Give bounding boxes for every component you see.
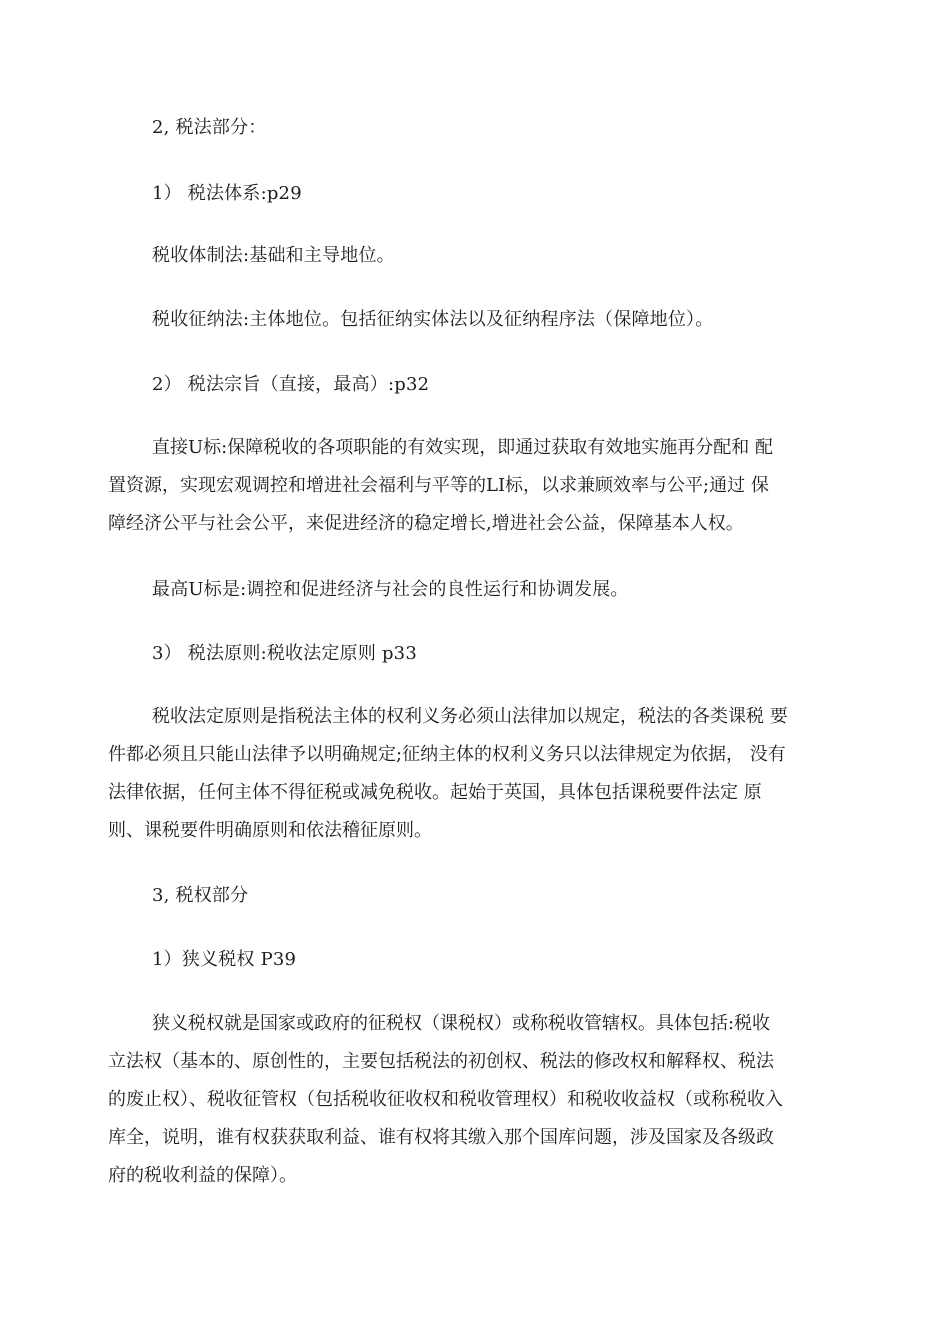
section-2-1-heading: 1） 税法体系:p29: [152, 183, 302, 204]
paragraph-line: 库全，说明，谁有权获获取利益、谁有权将其缴入那个国库问题，涉及国家及各级政: [108, 1127, 774, 1148]
tax-collection-law-line: 税收征纳法:主体地位。包括征纳实体法以及征纳程序法（保障地位）。: [152, 309, 714, 330]
section-2-2-heading: 2） 税法宗旨（直接，最高）:p32: [152, 374, 430, 395]
paragraph-line: 狭义税权就是国家或政府的征税权（课税权）或称税收管辖权。具体包括:税收: [152, 1013, 771, 1034]
paragraph-line: 障经济公平与社会公平，来促进经济的稳定增长,增进社会公益，保障基本人权。: [108, 513, 744, 534]
paragraph-line: 直接U标:保障税收的各项职能的有效实现，即通过获取有效地实施再分配和 配: [152, 437, 773, 458]
highest-objective-line: 最高U标是:调控和促进经济与社会的良性运行和协调发展。: [152, 579, 629, 600]
section-3-1-heading: 1）狭义税权 P39: [152, 949, 297, 970]
paragraph-line: 法律依据，任何主体不得征税或减免税收。起始于英国，具体包括课税要件法定 原: [108, 782, 762, 803]
section-2-3-heading: 3） 税法原则:税收法定原则 p33: [152, 643, 417, 664]
paragraph-line: 置资源，实现宏观调控和增进社会福利与平等的LI标，以求兼顾效率与公平;通过 保: [108, 475, 769, 496]
section-2-heading: 2, 税法部分：: [152, 117, 267, 138]
section-3-heading: 3, 税权部分: [152, 885, 249, 906]
paragraph-line: 税收法定原则是指税法主体的权利义务必须山法律加以规定，税法的各类课税 要: [152, 706, 788, 727]
paragraph-line: 的废止权）、税收征管权（包括税收征收权和税收管理权）和税收收益权（或称税收入: [108, 1089, 783, 1110]
tax-system-law-line: 税收体制法:基础和主导地位。: [152, 245, 395, 266]
paragraph-line: 件都必须且只能山法律予以明确规定;征纳主体的权利义务只以法律规定为依据， 没有: [108, 744, 786, 765]
paragraph-line: 则、课税要件明确原则和依法稽征原则。: [108, 820, 432, 841]
paragraph-line: 府的税收利益的保障）。: [108, 1165, 297, 1186]
paragraph-line: 立法权（基本的、原创性的，主要包括税法的初创权、税法的修改权和解释权、税法: [108, 1051, 774, 1072]
